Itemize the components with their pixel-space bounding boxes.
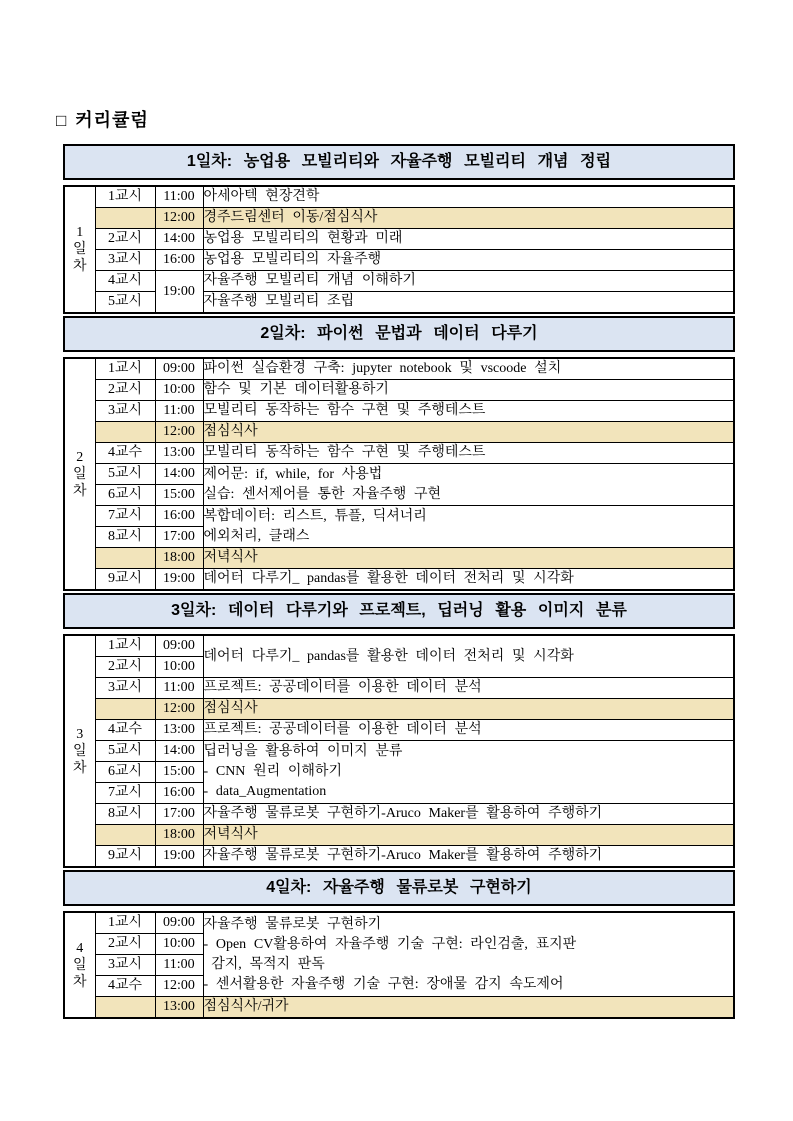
period-cell: 5교시	[95, 741, 155, 762]
time-cell: 15:00	[155, 762, 203, 783]
period-cell: 2교시	[95, 657, 155, 678]
time-cell: 14:00	[155, 741, 203, 762]
schedule-row	[64, 401, 734, 422]
content-cell: 파이썬 실습환경 구축: jupyter notebook 및 vscoode 설치	[203, 358, 734, 380]
time-cell: 13:00	[155, 997, 203, 1019]
day2-header: 2일차: 파이썬 문법과 데이터 다루기	[63, 316, 735, 352]
time-cell: 19:00	[155, 271, 203, 314]
day3-header: 3일차: 데이터 다루기와 프로젝트, 딥러닝 활용 이미지 분류	[63, 593, 735, 629]
time-cell: 10:00	[155, 380, 203, 401]
schedule-row	[64, 912, 734, 934]
day4-header: 4일차: 자율주행 물류로봇 구현하기	[63, 870, 735, 906]
day3-label-cell	[64, 635, 95, 867]
content-cell: 저녁식사	[203, 825, 734, 846]
period-cell: 4교시	[95, 271, 155, 292]
time-cell: 14:00	[155, 229, 203, 250]
meal-row	[64, 825, 734, 846]
time-cell: 16:00	[155, 783, 203, 804]
time-cell: 13:00	[155, 720, 203, 741]
period-cell: 7교시	[95, 506, 155, 527]
time-cell: 12:00	[155, 976, 203, 997]
day-label-char: 차	[72, 483, 87, 499]
time-cell: 18:00	[155, 825, 203, 846]
time-cell: 09:00	[155, 358, 203, 380]
period-cell: 1교시	[95, 912, 155, 934]
period-cell	[95, 825, 155, 846]
time-cell: 12:00	[155, 208, 203, 229]
period-cell: 1교시	[95, 358, 155, 380]
schedule-row	[64, 678, 734, 699]
period-cell	[95, 208, 155, 229]
schedule-row	[64, 720, 734, 741]
period-cell: 1교시	[95, 186, 155, 208]
schedule-row	[64, 464, 734, 485]
day4-schedule-table	[63, 911, 735, 1019]
schedule-row	[64, 380, 734, 401]
period-cell: 2교시	[95, 229, 155, 250]
period-cell: 9교시	[95, 569, 155, 591]
meal-row	[64, 997, 734, 1019]
content-cell	[203, 912, 734, 997]
content-cell: 자율주행 물류로봇 구현하기-Aruco Maker를 활용하여 주행하기	[203, 804, 734, 825]
content-line: - CNN 원리 이해하기	[203, 764, 342, 779]
period-cell: 3교시	[95, 250, 155, 271]
period-cell: 8교시	[95, 527, 155, 548]
period-cell: 7교시	[95, 783, 155, 804]
day3-block	[63, 593, 735, 868]
day2-block	[63, 316, 735, 591]
day-label-char: 2	[76, 449, 84, 465]
curriculum-section	[63, 144, 735, 1019]
schedule-row	[64, 635, 734, 657]
period-cell: 8교시	[95, 804, 155, 825]
time-cell: 10:00	[155, 657, 203, 678]
time-cell: 16:00	[155, 250, 203, 271]
day1-schedule-table	[63, 185, 735, 314]
time-cell: 17:00	[155, 527, 203, 548]
content-cell	[203, 741, 734, 804]
time-cell: 15:00	[155, 485, 203, 506]
period-cell: 4교수	[95, 976, 155, 997]
time-cell: 14:00	[155, 464, 203, 485]
day-label-char: 일	[72, 242, 87, 257]
content-cell: 아세아텍 현장견학	[203, 186, 734, 208]
day4-label-cell	[64, 912, 95, 1018]
meal-row	[64, 208, 734, 229]
schedule-row	[64, 804, 734, 825]
schedule-row	[64, 358, 734, 380]
meal-row	[64, 548, 734, 569]
schedule-row	[64, 741, 734, 762]
period-cell: 3교시	[95, 401, 155, 422]
content-cell: 점심식사	[203, 422, 734, 443]
day-label-char: 차	[72, 259, 87, 274]
schedule-row	[64, 846, 734, 868]
content-cell: 자율주행 모빌리티 개념 이해하기	[203, 271, 734, 292]
content-cell: 농업용 모빌리티의 현황과 미래	[203, 229, 734, 250]
period-cell: 4교수	[95, 443, 155, 464]
content-cell	[203, 464, 734, 506]
content-cell: 자율주행 모빌리티 조립	[203, 292, 734, 314]
content-line: - 센서활용한 자율주행 기술 구현: 장애물 감지 속도제어	[203, 976, 564, 992]
content-cell: 모빌리티 동작하는 함수 구현 및 주행테스트	[203, 443, 734, 464]
period-cell: 6교시	[95, 762, 155, 783]
schedule-row	[64, 250, 734, 271]
content-cell: 자율주행 물류로봇 구현하기-Aruco Maker를 활용하여 주행하기	[203, 846, 734, 868]
content-cell: 경주드림센터 이동/점심식사	[203, 208, 734, 229]
period-cell: 1교시	[95, 635, 155, 657]
content-cell: 함수 및 기본 데이터활용하기	[203, 380, 734, 401]
period-cell: 5교시	[95, 292, 155, 314]
meal-row	[64, 699, 734, 720]
content-line: - Open CV활용하여 자율주행 기술 구현: 라인검출, 표지판	[203, 936, 577, 952]
period-cell: 5교시	[95, 464, 155, 485]
day2-schedule-table	[63, 357, 735, 591]
time-cell: 09:00	[155, 912, 203, 934]
time-cell: 11:00	[155, 955, 203, 976]
schedule-row	[64, 506, 734, 527]
period-cell: 3교시	[95, 955, 155, 976]
day-label-char: 차	[72, 760, 87, 776]
time-cell: 18:00	[155, 548, 203, 569]
period-cell: 6교시	[95, 485, 155, 506]
time-cell: 19:00	[155, 846, 203, 868]
day3-schedule-table	[63, 634, 735, 868]
time-cell: 11:00	[155, 186, 203, 208]
content-cell: 모빌리티 동작하는 함수 구현 및 주행테스트	[203, 401, 734, 422]
period-cell: 4교수	[95, 720, 155, 741]
day4-block	[63, 870, 735, 1019]
period-cell	[95, 422, 155, 443]
time-cell: 12:00	[155, 699, 203, 720]
period-cell: 3교시	[95, 678, 155, 699]
day-label-char: 차	[72, 974, 87, 990]
content-cell: 데어터 다루기_ pandas를 활용한 데이터 전처리 및 시각화	[203, 569, 734, 591]
content-line: 실습: 센서제어를 통한 자율주행 구현	[203, 486, 442, 502]
period-cell: 2교시	[95, 380, 155, 401]
schedule-row	[64, 229, 734, 250]
square-bullet-icon: □	[56, 111, 68, 130]
period-cell: 9교시	[95, 846, 155, 868]
time-cell: 12:00	[155, 422, 203, 443]
period-cell	[95, 699, 155, 720]
meal-row	[64, 422, 734, 443]
day2-label-cell	[64, 358, 95, 590]
content-cell: 프로젝트: 공공데이터를 이용한 데이터 분석	[203, 720, 734, 741]
period-cell: 2교시	[95, 934, 155, 955]
day-label-char: 4	[76, 940, 84, 956]
page-title-text: 커리큘럼	[75, 110, 149, 130]
content-cell	[203, 506, 734, 548]
day1-label-cell	[64, 186, 95, 313]
content-cell: 점심식사/귀가	[203, 997, 734, 1019]
content-cell: 점심식사	[203, 699, 734, 720]
time-cell: 11:00	[155, 678, 203, 699]
time-cell: 17:00	[155, 804, 203, 825]
schedule-row	[64, 186, 734, 208]
content-line: 딥러닝을 활용하여 이미지 분류	[203, 744, 403, 759]
content-cell: 농업용 모빌리티의 자율주행	[203, 250, 734, 271]
time-cell: 13:00	[155, 443, 203, 464]
time-cell: 10:00	[155, 934, 203, 955]
content-line: - data_Augmentation	[203, 784, 327, 799]
time-cell: 09:00	[155, 635, 203, 657]
period-cell	[95, 548, 155, 569]
content-cell: 데어터 다루기_ pandas를 활용한 데이터 전처리 및 시각화	[203, 635, 734, 678]
content-line: 복합데이터: 리스트, 튜플, 딕셔너리	[203, 508, 427, 524]
day-label-char: 3	[76, 726, 84, 742]
day1-block	[63, 144, 735, 314]
schedule-row	[64, 569, 734, 591]
content-cell: 프로젝트: 공공데이터를 이용한 데이터 분석	[203, 678, 734, 699]
content-cell: 저녁식사	[203, 548, 734, 569]
schedule-row	[64, 443, 734, 464]
time-cell: 11:00	[155, 401, 203, 422]
day-label-char: 1	[76, 225, 84, 240]
day-label-char: 일	[72, 466, 87, 482]
schedule-row	[64, 271, 734, 292]
day1-header: 1일차: 농업용 모빌리티와 자율주행 모빌리티 개념 정립	[63, 144, 735, 180]
period-cell	[95, 997, 155, 1019]
time-cell: 19:00	[155, 569, 203, 591]
time-cell: 16:00	[155, 506, 203, 527]
day-label-char: 일	[72, 743, 87, 759]
content-line: 에외처리, 클래스	[203, 528, 310, 544]
content-line: 자율주행 물류로봇 구현하기	[203, 916, 382, 932]
day-label-char: 일	[72, 957, 87, 973]
content-line: 감지, 목적지 판독	[203, 956, 325, 972]
content-line: 제어문: if, while, for 사용법	[203, 466, 383, 482]
page-title	[56, 106, 149, 132]
